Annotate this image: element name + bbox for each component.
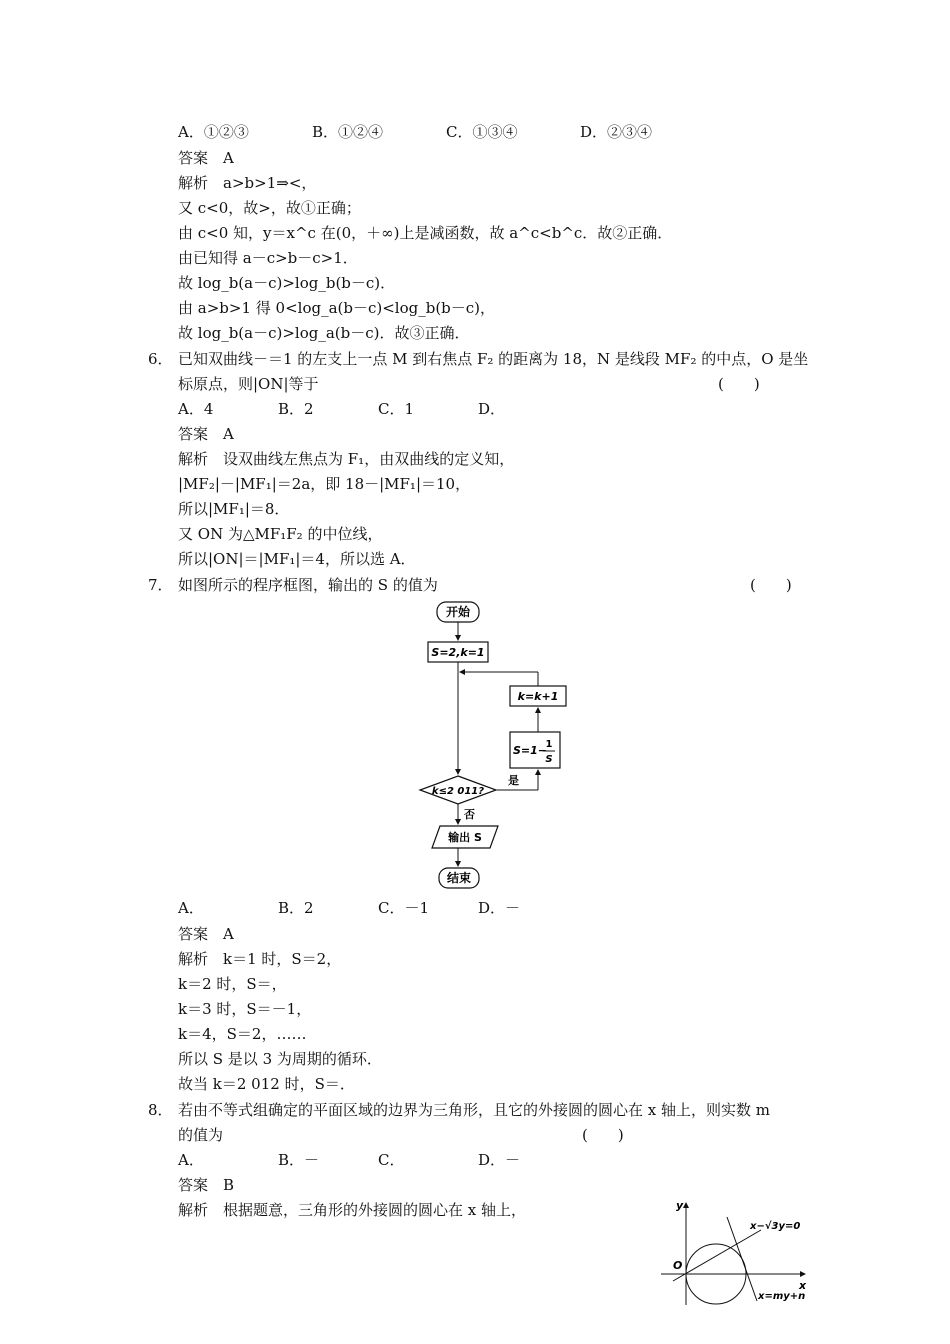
- q5-option-d: D．②③④: [580, 123, 653, 141]
- q8-stem-line1: 若由不等式组确定的平面区域的边界为三角形，且它的外接圆的圆心在 x 轴上，则实数 m: [178, 1101, 770, 1119]
- q8-line-1: 解析 根据题意，三角形的外接圆的圆心在 x 轴上，: [178, 1201, 526, 1219]
- q8-figure: [655, 1195, 815, 1310]
- flow-end-text: 结束: [446, 871, 472, 885]
- q8-option-d: D．－: [478, 1151, 521, 1169]
- q5-line-4: 由已知得 a－c>b－c>1．: [178, 249, 358, 267]
- line-one-label: x−√3y=0: [750, 1221, 801, 1232]
- q8-option-b: B．－: [278, 1151, 320, 1169]
- flow-init-text: S=2,k=1: [431, 646, 485, 659]
- q7-option-d: D．－: [478, 899, 521, 917]
- flow-assign-prefix: S=1−: [513, 744, 548, 757]
- x-axis-label: x: [799, 1279, 807, 1292]
- q6-number: 6．: [148, 350, 173, 368]
- q6-line-4: 又 ON 为△MF₁F₂ 的中位线，: [178, 525, 383, 543]
- q7-line-3: k＝3 时，S＝－1，: [178, 1000, 312, 1018]
- y-axis-label: y: [676, 1199, 684, 1212]
- origin-label: O: [673, 1259, 683, 1272]
- q8-answer-paren: ( ): [582, 1126, 624, 1144]
- q6-option-a: A．4: [178, 400, 214, 418]
- q8-number: 8．: [148, 1101, 173, 1119]
- q6-line-1: 解析 设双曲线左焦点为 F₁，由双曲线的定义知，: [178, 450, 515, 468]
- q7-option-a: A．: [178, 899, 204, 917]
- q7-line-1: 解析 k＝1 时，S＝2，: [178, 950, 342, 968]
- q6-option-d: D．: [478, 400, 506, 418]
- q5-line-5: 故 log_b(a－c)>log_b(b－c)．: [178, 274, 396, 292]
- flow-output-text: 输出 S: [448, 831, 482, 844]
- q6-stem-line1: 已知双曲线－＝1 的左支上一点 M 到右焦点 F₂ 的距离为 18，N 是线段 MF₂ 的中点，O 是坐: [178, 350, 809, 368]
- q7-line-4: k＝4，S＝2，……: [178, 1025, 307, 1043]
- line-two-label: x=my+n: [758, 1291, 806, 1302]
- q6-line-5: 所以|ON|＝|MF₁|＝4，所以选 A．: [178, 550, 416, 568]
- q8-option-a: A．: [178, 1151, 204, 1169]
- q8-answer: 答案 B: [178, 1176, 235, 1194]
- q7-number: 7．: [148, 576, 173, 594]
- q5-line-7: 故 log_b(a－c)>log_a(b－c)．故③正确．: [178, 324, 470, 342]
- q7-line-5: 所以 S 是以 3 为周期的循环．: [178, 1050, 382, 1068]
- q7-answer: 答案 A: [178, 925, 234, 943]
- q5-option-b: B．①②④: [312, 123, 384, 141]
- q6-line-3: 所以|MF₁|＝8．: [178, 500, 290, 518]
- q7-flowchart: [410, 598, 590, 894]
- q5-answer: 答案 A: [178, 149, 234, 167]
- flow-inc-text: k=k+1: [517, 690, 559, 703]
- q6-stem-line2: 标原点，则|ON|等于: [178, 375, 319, 393]
- flow-assign-num: 1: [545, 739, 553, 750]
- q7-option-b: B．2: [278, 899, 314, 917]
- q8-option-c: C．: [378, 1151, 405, 1169]
- q7-answer-paren: ( ): [750, 576, 792, 594]
- q5-option-a: A．①②③: [178, 123, 249, 141]
- q5-analysis-text: a>b>1⇒<，: [223, 174, 317, 192]
- q5-line-6: 由 a>b>1 得 0<log_a(b－c)<log_b(b－c)，: [178, 299, 496, 317]
- q5-line-2: 又 c<0，故>，故①正确；: [178, 199, 361, 217]
- q6-answer: 答案 A: [178, 425, 234, 443]
- flow-start-text: 开始: [445, 605, 471, 619]
- flow-yes-label: 是: [508, 774, 519, 787]
- q5-analysis-line: [178, 173, 316, 193]
- q5-line-3: 由 c<0 知，y＝x^c 在(0，＋∞)上是减函数，故 a^c<b^c．故②正确．: [178, 224, 673, 242]
- flow-cond-text: k≤2 011?: [431, 786, 485, 797]
- q7-line-2: k＝2 时，S＝，: [178, 975, 287, 993]
- q5-option-c: C．①③④: [446, 123, 518, 141]
- q7-line-6: 故当 k＝2 012 时，S＝．: [178, 1075, 355, 1093]
- flow-no-label: 否: [464, 808, 475, 821]
- q8-stem-line2: 的值为: [178, 1126, 224, 1144]
- q6-line-2: |MF₂|－|MF₁|＝2a，即 18－|MF₁|＝10，: [178, 475, 471, 493]
- q7-option-c: C．－1: [378, 899, 430, 917]
- q6-answer-paren: ( ): [718, 375, 760, 393]
- q6-option-c: C．1: [378, 400, 415, 418]
- q5-analysis-label: 解析: [178, 174, 209, 192]
- q7-stem: 如图所示的程序框图，输出的 S 的值为: [178, 576, 438, 594]
- flow-assign-den: S: [545, 754, 553, 765]
- q6-option-b: B．2: [278, 400, 314, 418]
